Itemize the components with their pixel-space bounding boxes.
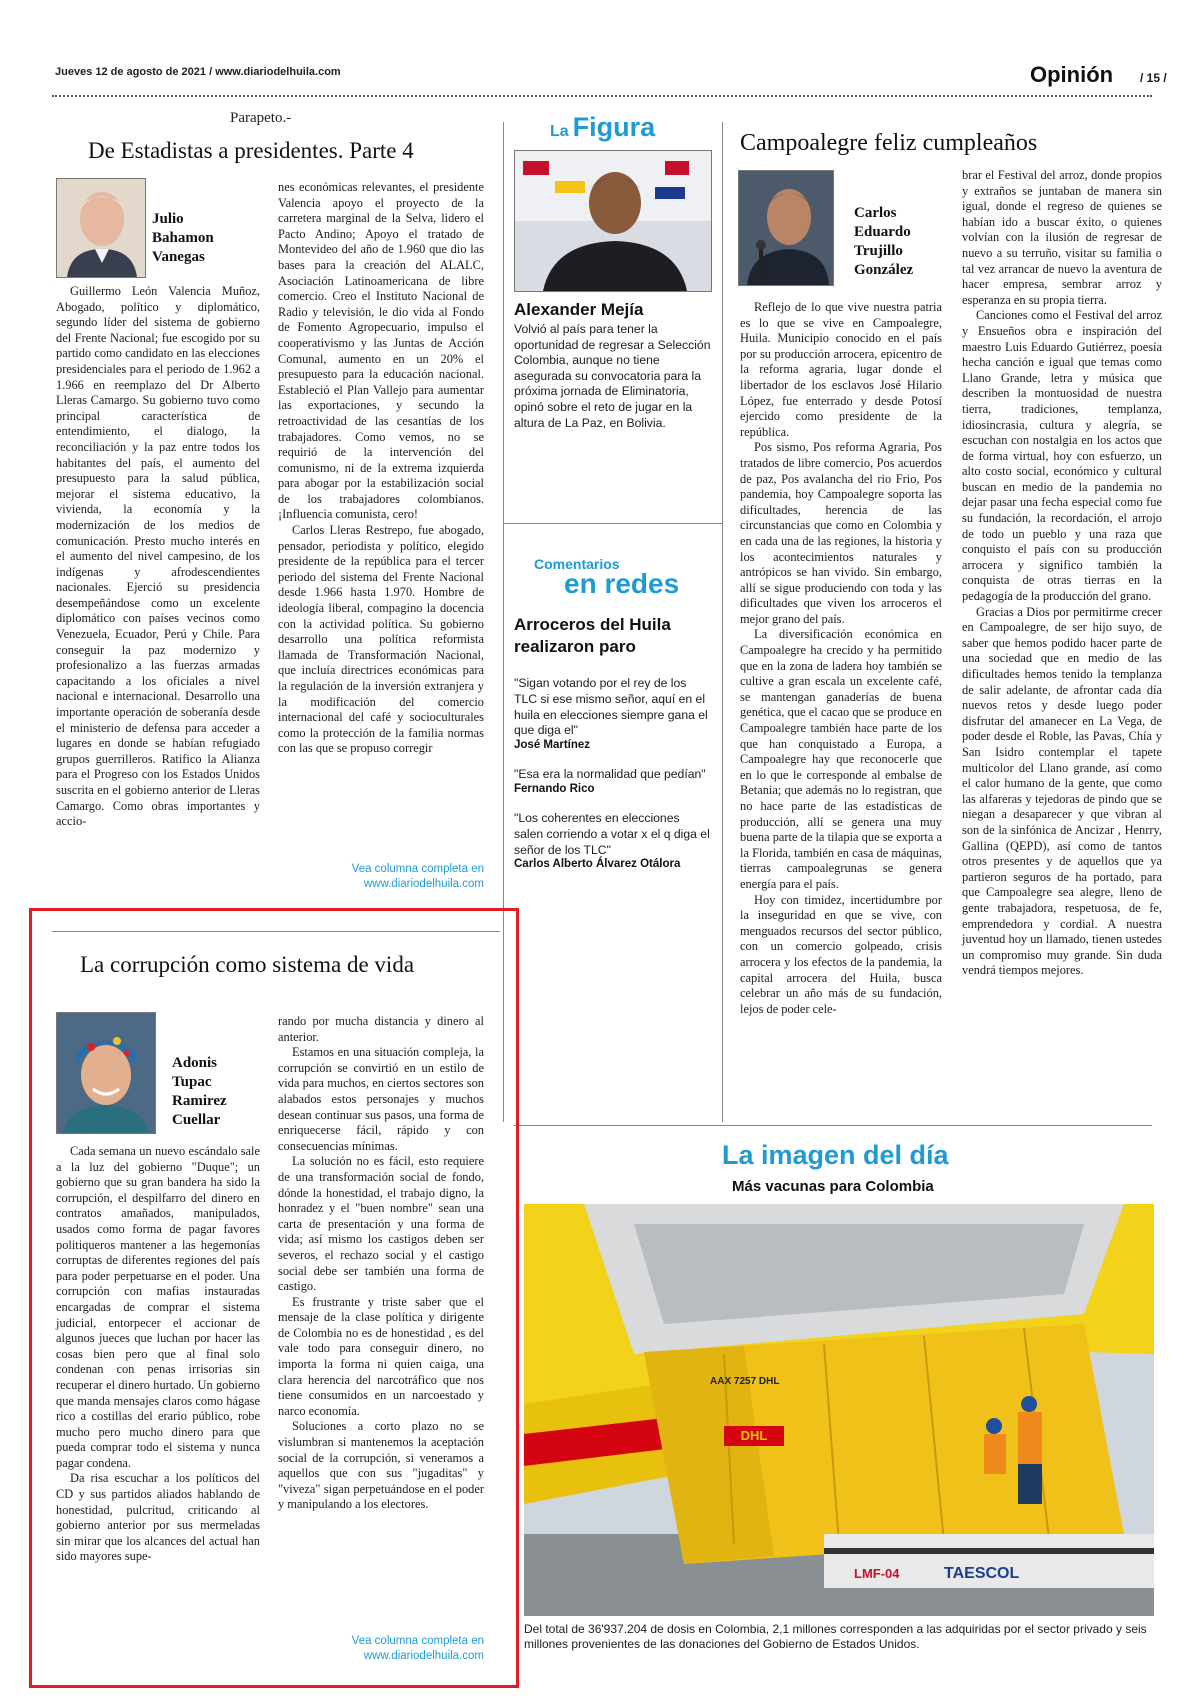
image-day-title: La imagen del día [722,1140,949,1170]
column-divider [722,122,723,1122]
section-title: Opinión [1030,62,1114,87]
image-day-subtitle: Más vacunas para Colombia [732,1178,934,1195]
article-column-1: Reflejo de lo que vive nuestra patria es lo que se vive en Campoalegre, Huila. Municipio conocido en el país por su producción arrocera, epicentro de la reforma agraria, lugar donde el libertador de los esclavos José Hilario López, fue enterrado y desde Potosí ejercido como presidente de la república. Pos sismo, Pos reforma Agraria, Pos tratados de libre comercio, Pos acuerdos de paz, Pos avalancha del rio Frio, Pos pandemia, hoy Campoalegre soporta las dificultades, herencia de las circunstancias que como en Colombia y en cada una de las regiones, la historia y los acontecimientos naturales y antrópicos se han vivido. Sin embargo, allí se sigue produciendo con toda y las dificultades que viven los arroceros el mejor grano del país. La diversificación económica en Campoalegre ha crecido y ha permitido que en la zona de ladera hoy también se cultive a gran escala un excelente café, se mantengan ganaderías de buena genética, que el cacao que se produce en Campoalegre también hace parte de los que han conquistado a Europa, a Campoalegre hay que reconocerle que en lo que le corresponde al embalse de Betania; que además no lo registran, que no hace parte de las estadísticas de producción, allí se genera una muy buena parte de la tilapia que se exporta a la Florida, también en casa de máquinas, tierras campoalegrunas se genera energía para el país. Hoy con timidez, incertidumbre por la inseguridad en que se vive, con menguados recursos del sector público, con un comercio golpeado, crisis arrocera y los efectos de la pandemia, la capital arrocera del Huila, busca celebrar un año más de su fundación, lejos de poder cele- [740,300,942,1016]
figura-photo [514,150,712,292]
article-title: La corrupción como sistema de vida [80,952,415,977]
author-name: Carlos Eduardo Trujillo González [854,205,914,278]
article-column-1: Cada semana un nuevo escándalo sale a la luz del gobierno "Duque"; un gobierno que su gran bandera ha sido la corrupción, el despilfarro del dinero en contratos amañados, manipulados, usados como forma de pagar favores politiqueros mantener a las hegemonías corruptas de diferentes regiones del país para poder perpetuarse en el poder. Una corrupción con mafias instauradas encargadas de comprar el sistema judicial, entorpecer el accionar de algunos jueces que luchan por hacer las cosas bien pero que al final solo condenan con penas irrisorias sin recuperar el dinero hurtado. Un gobierno que manda mensajes claros como hágase rico a costillas del erario público, robe mucho pero mucho dinero para que pueda comprar todo el sistema y nunca pagar condena. Da risa escuchar a los políticos del CD y sus partidos aliados hablando de honestidad, pulcritud, criticando al gobierno anterior por sus mermeladas sin mirar que los alcances del actual han sido mayores supe- [56,1144,260,1564]
author-photo [738,170,834,286]
article-kicker: Parapeto.- [230,110,292,126]
article-title: Campoalegre feliz cumpleaños [740,130,1038,156]
comment-text: "Sigan votando por el rey de los TLC si ese mismo señor, aquí en el huila en elecciones siempre gana el que diga el" [514,676,708,738]
author-name: Adonis Tupac Ramirez Cuellar [172,1055,227,1128]
article-column-2: brar el Festival del arroz, donde propios y extraños se juntaban de manera sin igual, donde el regreso de quienes se habían ido a buscar éxito, o quienes volvían con la ilusión de regresar de nuevo a su terruño, visitar su familia o tal vez arrancar de nuevo la aventura de hacer empresa, sembrar arroz y esperanza en su propia tierra. Canciones como el Festival del arroz y Ensueños obra e inspiración del maestro Luis Eduardo Gutiérrez, poesía hecha canción e igual que temas como Llano Grande, letra y música que describen la montuosidad de nuestra tierra, tradiciones, templanza, idiosincrasia, cultura y alegría, se escuchan con nostalgia en los actos que de forma virtual, hoy con esfuerzo, un alto costo social, económico y cultural buscan en medio de la pandemia no dejar pasar una fecha especial como fue su fundación, la recordación, el arrojo de todo un pueblo y una raza que conquisto el país con su producción arrocera y significo también la conquista de otras tierras en la pedagogía de la producción del grano. Gracias a Dios por permitirme crecer en Campoalegre, de ser hijo suyo, de saber que hemos podido hacer parte de una sociedad que en medio de las dificultades hemos tenido la templanza de salir adelante, de afrontar cada día nuevos retos y desde luego poder disfrutar del amanecer en La Vega, de poder desde el Roble, las Pavas, Chía y San Isidro contemplar el tapete multicolor del Llano grande, así como el calor humano de la gente, que como las alfareras y tejedoras de pindo que se niegan a desaparecer y que vibran al son de la sinfónica de Ancizar , Henrry, Gallina (QEPD), así como de tantos otros presentes y de aquellos que ya partieron seguros de ha portado, para que Campoalegre sea alegre, lleno de gente trabajadora, respetuosa, de fe, emprendedora y cordial. A nuestra juventud hoy un llamado, tienen ustedes un compromiso muy grande. Sin duda vendrá tiempos mejores. [962,168,1162,978]
container-code: AAX 7257 DHL [710,1376,780,1387]
read-more-link[interactable]: Vea columna completa en www.diariodelhuila.com [351,1635,484,1662]
redes-comments [514,676,712,870]
author-photo [56,1012,156,1134]
page-number: / 15 / [1140,71,1167,85]
figura-name: Alexander Mejía [514,300,644,319]
comment-text: "Los coherentes en elecciones salen corriendo a votar x el q diga el señor de los TLC" [514,810,710,857]
image-day-caption: Del total de 36'937.204 de dosis en Colombia, 2,1 millones corresponden a las adquiridas por el sector privado y seis millones provenientes de las donaciones del Gobierno de Estados Unidos. [524,1622,1147,1651]
article-column-1: Guillermo León Valencia Muñoz, Abogado, político y diplomático, segundo líder del sistema de gobierno del Frente Nacional; fue escogido por su partido como candidato en las elecciones presidenciales para el periodo de 1.962 a 1.966 en reemplazo del Dr Alberto Lleras Camargo. Su gobierno tuvo como principal característica de entendimiento, el dialogo, la reconciliación y la paz entre todos los habitantes del país, el aumento del presupuesto para la salud pública, mejorar el sistema educativo, la vivienda, la economía y la modernización de los medios de comunicación. Presto mucho interés en el aumento del nivel campesino, de los indígenas y afrodescendientes nacionales. Ejerció su presidencia desempeñándose como un excelente diplomático con países vecinos como Venezuela, Ecuador, Perú y Chile. Para conseguir la paz modernizo y profesionalizo a las fuerzas armadas capacitando a los oficiales a nivel nacional e internacional. Desarrollo una importante operación de soberanía desde el ministerio de defensa para acceder a lugares en donde se habían refugiado grupos guerrilleros. Ratifico la Alianza para el Progreso con los Estados Unidos suscrita en el gobierno anterior de Lleras Camargo. Como obras importantes y accio- [56,284,260,829]
redes-label-big: en redes [564,568,680,599]
figura-label-small: La [550,123,569,140]
section-divider [52,931,500,932]
comment-author: Carlos Alberto Álvarez Otálora [514,858,681,871]
redes-label-small: Comentarios [534,556,620,572]
author-name: Julio Bahamon Vanegas [152,211,214,265]
comment-author: José Martínez [514,739,591,752]
redes-headline: Arroceros del Huila realizaron paro [514,615,671,656]
header-date-site: Jueves 12 de agosto de 2021 / www.diariodelhuila.com [55,66,341,78]
author-photo [56,178,146,278]
figura-header [550,112,655,143]
read-more-link[interactable]: Vea columna completa en www.diariodelhuila.com [351,863,484,890]
section-divider [514,1125,1152,1126]
image-day-photo [524,1204,1154,1616]
comment-text: "Esa era la normalidad que pedían" [514,767,706,782]
comment-author: Fernando Rico [514,782,595,795]
article-column-2: nes económicas relevantes, el presidente Valencia apoyo el proyecto de la carretera marginal de la Selva, lidero el Pacto Andino; Apoyo el tratado de Montevideo del año de 1.960 que dio las bases para la creación del ALALC, Asociación Latinoamericana de libre comercio. Creo el Instituto Nacional de Radio y televisión, le dio vida al Fondo de Fomento Agropecuario, impulso el cooperativismo y las Juntas de Acción Comunal, aumento en un 20% el presupuesto para la educación nacional. Estableció el Plan Vallejo para aumentar las exportaciones, y secundo la retroactividad de las cesantías de los trabajadores. Como vemos, no se requirió de la intervención del comunismo, ni de la extrema izquierda para abogar por la estabilización social de los trabajadores colombianos. ¡Influencia comunista, cero! Carlos Lleras Restrepo, fue abogado, pensador, periodista y político, elegido presidente de la república para el tercer periodo del sistema del Frente Nacional desde 1.966 hasta 1.970. Hombre de ideología liberal, compagino la docencia con la actividad política. Su gobierno desarrollo una política reformista llamada de Transformación Nacional, que incluía directrices económicas para la regulación de la inversión extranjera y la modificación del comercio internacional del café y socioculturales como la protección de la familia normas con las que se propuso corregir [278,180,484,756]
figura-label-big: Figura [572,112,656,142]
header-divider [52,95,1152,97]
article-title: De Estadistas a presidentes. Parte 4 [88,138,414,163]
dhl-logo-text: DHL [740,1428,768,1443]
section-divider [503,523,722,524]
vehicle-code: LMF-04 [854,1566,900,1581]
vehicle-label: TAESCOL [944,1565,1020,1582]
figura-text: Volvió al país para tener la oportunidad de regresar a Selección Colombia, aunque no tiene asegurada su convocatoria para la próxima jornada de Eliminatoria, opinó sobre el reto de jugar en la altura de La Paz, en Bolivia. [514,322,711,430]
article-column-2: rando por mucha distancia y dinero al anterior. Estamos en una situación compleja, la corrupción se convirtió en un estilo de vida para muchos, en ciertos sectores son alabados estos personajes y muchos desean continuar sus pasos, una forma de enriquecerse fácil, rápido y con consecuencias mínimas. La solución no es fácil, esto requiere de una transformación social de fondo, dónde la honestidad, el trabajo digno, la honradez y el "buen nombre" sean una carta de presentación y una forma de vida; así mismo los castigos deben ser severos, el rechazo social y el castigo social debe ser también una forma de castigo. Es frustrante y triste saber que el mensaje de la clase política y dirigente de Colombia no es de honestidad , es del vale todo para conseguir dinero, no importa la forma ni quien caiga, una clara herencia del narcotráfico que nos tiene consumidos en un narcoestado y narco economía. Soluciones a corto plazo no se vislumbran si mantenemos la aceptación social de la corrupción, si veneramos a aquellos que con sus "jugaditas" y "viveza" sigan perpetuándose en el poder y manipulando a los electores. [278,1014,484,1512]
cargo-photo-illustration [524,1204,1154,1616]
